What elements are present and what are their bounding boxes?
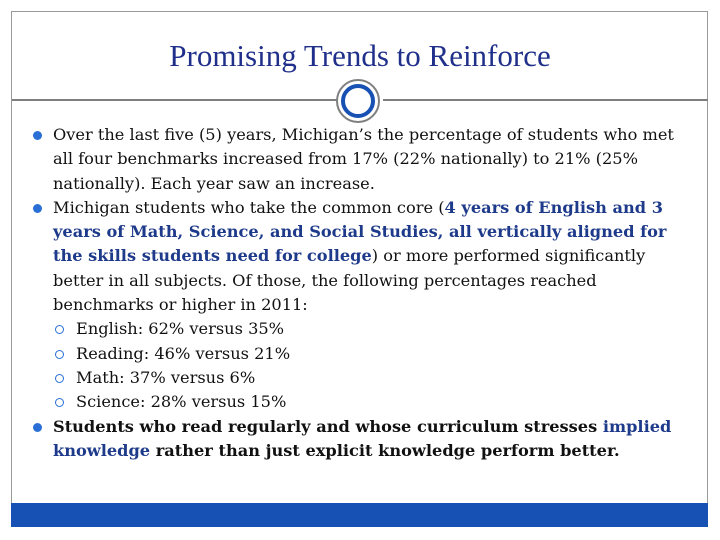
bullet-dot-icon bbox=[33, 204, 42, 213]
bullet-text-emphasis: 4 years of English and 3 years of Math, Science, and Social Studies, all vertically aligned for the skills students need for college bbox=[53, 197, 667, 266]
title-divider-right bbox=[383, 99, 708, 101]
bullet-item-1 bbox=[30, 123, 698, 196]
footer-bar bbox=[11, 503, 708, 527]
sub-bullet-item-1 bbox=[30, 317, 698, 341]
bullet-text-post: rather than just explicit knowledge perform better. bbox=[150, 440, 620, 460]
bullet-text-pre: Students who read regularly and whose curriculum stresses bbox=[53, 416, 603, 436]
bullet-text-post: ) or more performed significantly better in all subjects. Of those, the following percentages reached benchmarks or higher in 2011: bbox=[53, 246, 646, 315]
bullet-text-emphasis: implied knowledge bbox=[53, 416, 672, 460]
bullet-dot-icon bbox=[33, 423, 42, 432]
sub-bullet-item-3 bbox=[30, 366, 698, 390]
sub-bullet-text: Science: 28% versus 15% bbox=[76, 392, 287, 412]
bullet-text-pre: Michigan students who take the common core ( bbox=[53, 197, 445, 217]
bullet-dot-icon bbox=[33, 131, 42, 140]
sub-bullet-text: Reading: 46% versus 21% bbox=[76, 343, 291, 363]
sub-bullet-ring-icon bbox=[55, 325, 64, 334]
sub-bullet-item-2 bbox=[30, 342, 698, 366]
sub-bullet-item-4 bbox=[30, 390, 698, 414]
sub-bullet-text: Math: 37% versus 6% bbox=[76, 367, 256, 387]
bullet-text: Over the last five (5) years, Michigan’s the percentage of students who met all four benchmarks increased from 17% (22% nationally) to 21% (25% nationally). Each year saw an increase. bbox=[53, 125, 674, 193]
sub-bullet-ring-icon bbox=[55, 350, 64, 359]
sub-bullet-text: English: 62% versus 35% bbox=[76, 319, 285, 339]
sub-bullet-ring-icon bbox=[55, 374, 64, 383]
bullet-item-3 bbox=[30, 415, 698, 464]
sub-bullet-ring-icon bbox=[55, 398, 64, 407]
slide-title: Promising Trends to Reinforce bbox=[169, 38, 551, 73]
bullet-item-2 bbox=[30, 196, 698, 317]
title-divider-left bbox=[12, 99, 337, 101]
divider-circle-ornament-inner bbox=[341, 84, 375, 118]
slide-body bbox=[30, 123, 698, 463]
